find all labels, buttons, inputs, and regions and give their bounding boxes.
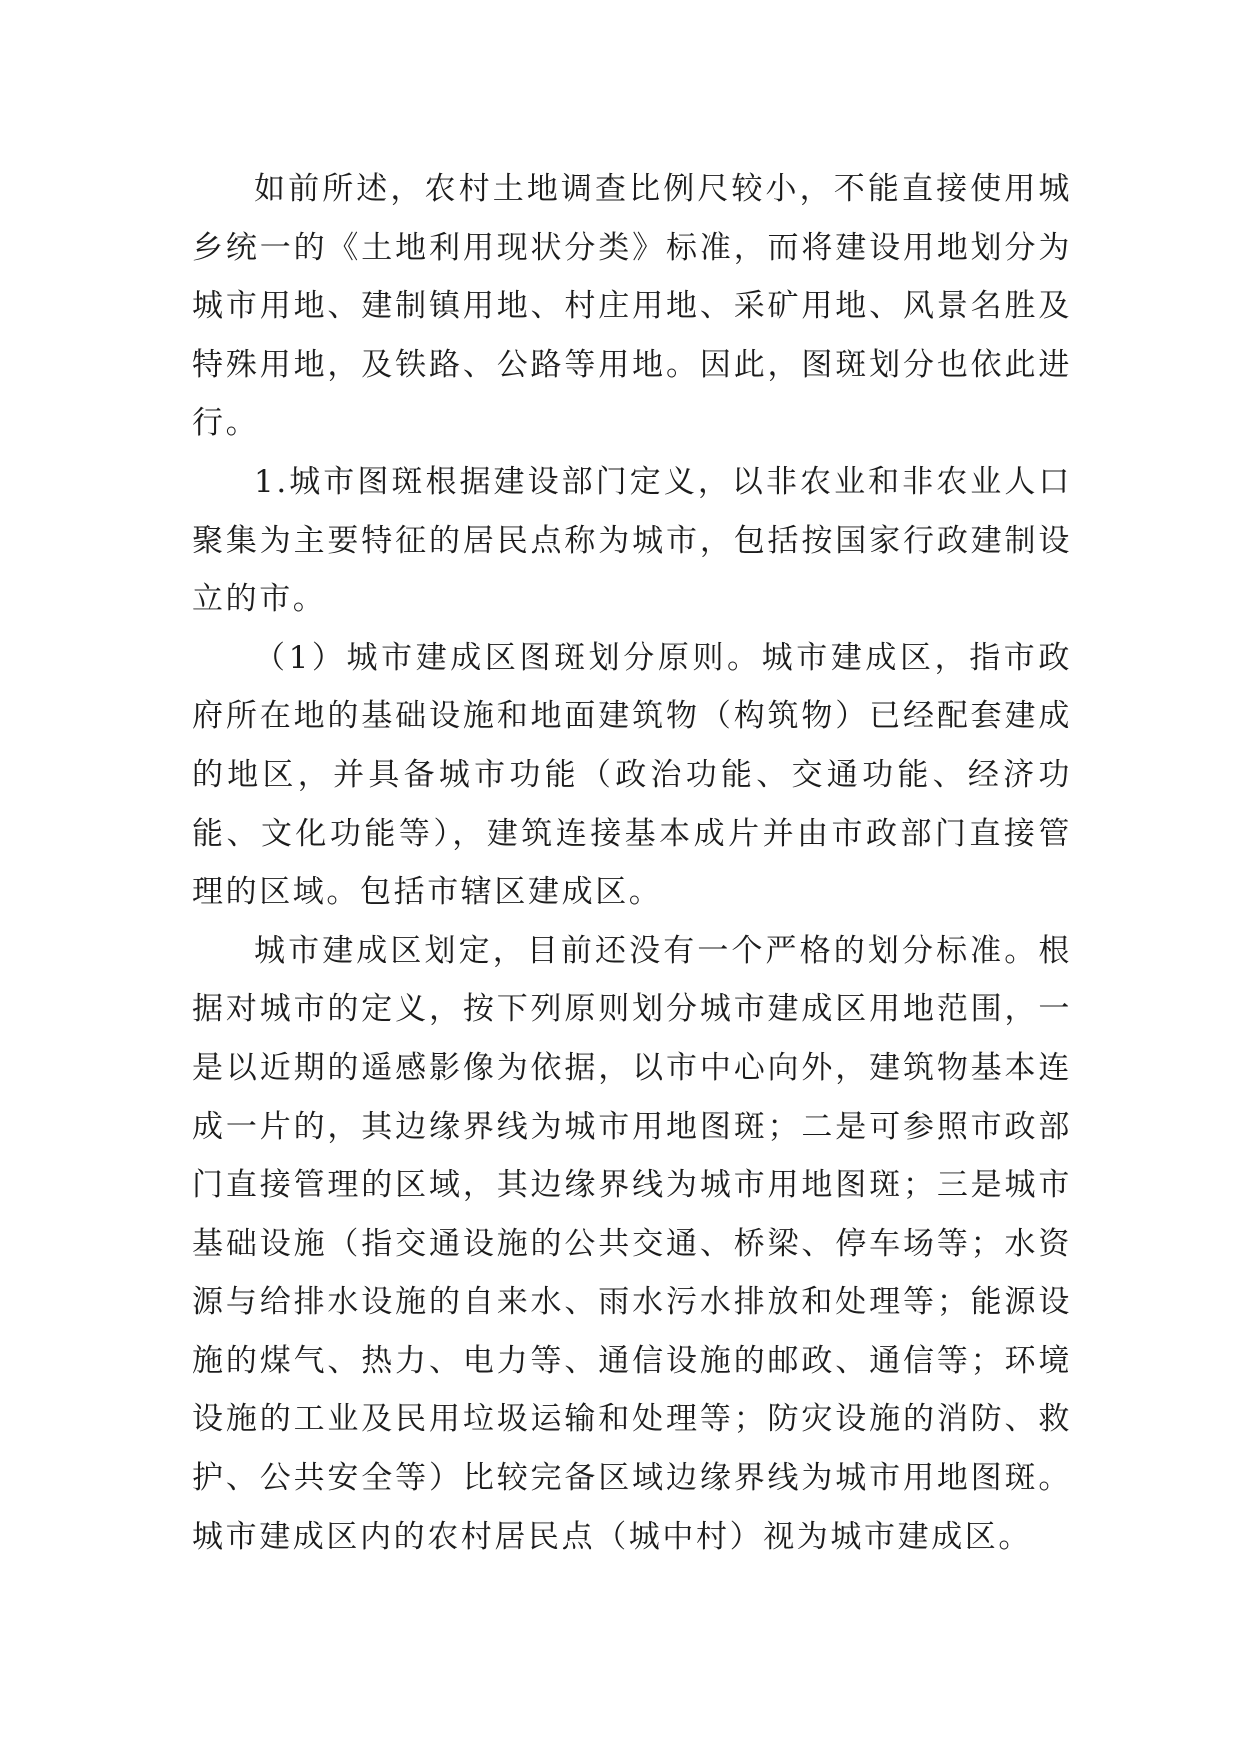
- paragraph-built-up-area-principle: （1）城市建成区图斑划分原则。城市建成区，指市政府所在地的基础设施和地面建筑物（构筑物）已经配套建成的地区，并具备城市功能（政治功能、交通功能、经济功能、文化功能等），建筑连接基本成片并由市政部门直接管理的区域。包括市辖区建成区。: [192, 639, 1072, 911]
- paragraph-city-patch-definition: 1.城市图斑根据建设部门定义，以非农业和非农业人口聚集为主要特征的居民点称为城市，包括按国家行政建制设立的市。: [192, 463, 1072, 618]
- body-text: [192, 160, 1072, 1566]
- paragraph-intro: 如前所述，农村土地调查比例尺较小，不能直接使用城乡统一的《土地利用现状分类》标准，而将建设用地划分为城市用地、建制镇用地、村庄用地、采矿用地、风景名胜及特殊用地，及铁路、公路等用地。因此，图斑划分也依此进行。: [192, 171, 1072, 442]
- paragraph-built-up-area-delineation: 城市建成区划定，目前还没有一个严格的划分标准。根据对城市的定义，按下列原则划分城市建成区用地范围，一是以近期的遥感影像为依据，以市中心向外，建筑物基本连成一片的，其边缘界线为城市用地图斑；二是可参照市政部门直接管理的区域，其边缘界线为城市用地图斑；三是城市基础设施（指交通设施的公共交通、桥梁、停车场等；水资源与给排水设施的自来水、雨水污水排放和处理等；能源设施的煤气、热力、电力等、通信设施的邮政、通信等；环境设施的工业及民用垃圾运输和处理等；防灾设施的消防、救护、公共安全等）比较完备区域边缘界线为城市用地图斑。城市建成区内的农村居民点（城中村）视为城市建成区。: [192, 932, 1072, 1555]
